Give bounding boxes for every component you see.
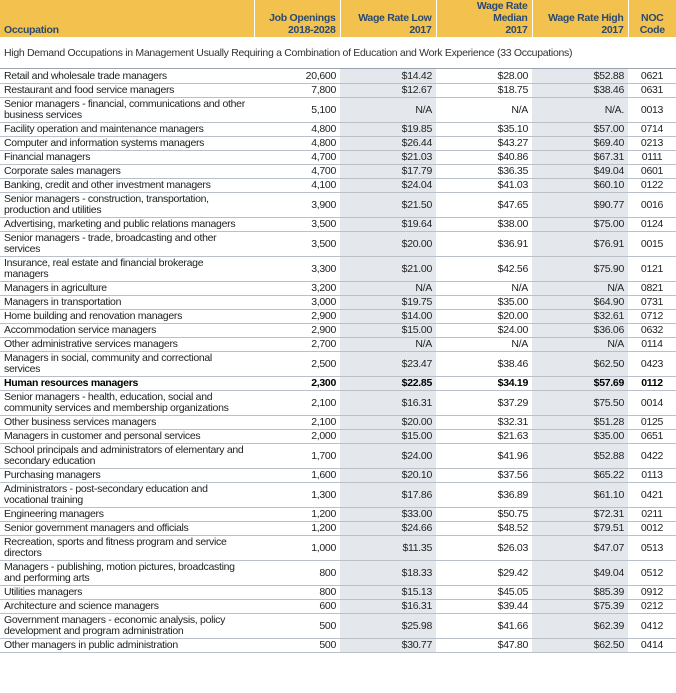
cell-wage-median: N/A [436, 282, 532, 296]
cell-occupation: Corporate sales managers [0, 165, 254, 179]
cell-occupation: Accommodation service managers [0, 324, 254, 338]
table-row [0, 310, 676, 324]
table-row [0, 483, 676, 508]
cell-noc-code: 0015 [628, 232, 676, 257]
cell-wage-median: $45.05 [436, 586, 532, 600]
cell-job-openings: 3,900 [254, 193, 340, 218]
table-row [0, 600, 676, 614]
cell-wage-low: $23.47 [340, 352, 436, 377]
cell-noc-code: 0114 [628, 338, 676, 352]
table-row [0, 444, 676, 469]
cell-wage-high: $75.00 [532, 218, 628, 232]
section-header-group [0, 37, 676, 69]
cell-occupation: Purchasing managers [0, 469, 254, 483]
table-row [0, 352, 676, 377]
cell-wage-median: $34.19 [436, 377, 532, 391]
cell-noc-code: 0125 [628, 416, 676, 430]
cell-wage-median: $36.91 [436, 232, 532, 257]
cell-wage-high: N/A [532, 282, 628, 296]
cell-wage-median: $37.56 [436, 469, 532, 483]
cell-occupation: Restaurant and food service managers [0, 84, 254, 98]
cell-wage-median: $21.63 [436, 430, 532, 444]
cell-wage-low: $22.85 [340, 377, 436, 391]
cell-occupation: Administrators - post-secondary education and vocational training [0, 483, 254, 508]
cell-noc-code: 0112 [628, 377, 676, 391]
cell-wage-median: $41.66 [436, 614, 532, 639]
cell-wage-median: $35.10 [436, 123, 532, 137]
cell-noc-code: 0513 [628, 536, 676, 561]
cell-wage-low: $30.77 [340, 639, 436, 653]
cell-wage-high: $57.00 [532, 123, 628, 137]
cell-wage-median: $20.00 [436, 310, 532, 324]
cell-occupation: Facility operation and maintenance managers [0, 123, 254, 137]
cell-noc-code: 0014 [628, 391, 676, 416]
table-row [0, 561, 676, 586]
cell-noc-code: 0651 [628, 430, 676, 444]
cell-occupation: Insurance, real estate and financial brokerage managers [0, 257, 254, 282]
cell-wage-low: $16.31 [340, 600, 436, 614]
cell-wage-low: $21.00 [340, 257, 436, 282]
cell-wage-low: $15.00 [340, 324, 436, 338]
cell-wage-low: $15.13 [340, 586, 436, 600]
cell-wage-median: $36.35 [436, 165, 532, 179]
cell-job-openings: 1,000 [254, 536, 340, 561]
cell-wage-low: $12.67 [340, 84, 436, 98]
table-row [0, 218, 676, 232]
cell-wage-median: $18.75 [436, 84, 532, 98]
header-wage-median: Wage Rate Median 2017 [436, 0, 532, 37]
cell-noc-code: 0412 [628, 614, 676, 639]
cell-wage-low: $17.86 [340, 483, 436, 508]
cell-job-openings: 4,800 [254, 137, 340, 151]
cell-wage-median: $35.00 [436, 296, 532, 310]
table-row [0, 614, 676, 639]
cell-wage-low: $19.64 [340, 218, 436, 232]
cell-occupation: Senior managers - health, education, social and community services and membership organizations [0, 391, 254, 416]
cell-job-openings: 5,100 [254, 98, 340, 123]
cell-job-openings: 2,300 [254, 377, 340, 391]
cell-occupation: Home building and renovation managers [0, 310, 254, 324]
table-row [0, 69, 676, 84]
cell-noc-code: 0012 [628, 522, 676, 536]
table-row [0, 165, 676, 179]
cell-occupation: Government managers - economic analysis, policy development and program administration [0, 614, 254, 639]
cell-job-openings: 2,900 [254, 310, 340, 324]
cell-job-openings: 2,500 [254, 352, 340, 377]
cell-wage-median: $47.80 [436, 639, 532, 653]
cell-job-openings: 4,700 [254, 151, 340, 165]
cell-wage-high: $62.50 [532, 639, 628, 653]
cell-wage-high: $75.50 [532, 391, 628, 416]
cell-wage-median: $50.75 [436, 508, 532, 522]
cell-job-openings: 1,200 [254, 522, 340, 536]
cell-wage-median: $43.27 [436, 137, 532, 151]
cell-noc-code: 0601 [628, 165, 676, 179]
cell-wage-median: $40.86 [436, 151, 532, 165]
cell-wage-low: $24.00 [340, 444, 436, 469]
cell-noc-code: 0122 [628, 179, 676, 193]
cell-noc-code: 0512 [628, 561, 676, 586]
cell-occupation: Managers in customer and personal services [0, 430, 254, 444]
cell-wage-low: $21.50 [340, 193, 436, 218]
cell-wage-low: $24.04 [340, 179, 436, 193]
cell-noc-code: 0016 [628, 193, 676, 218]
cell-wage-median: $42.56 [436, 257, 532, 282]
cell-wage-low: $16.31 [340, 391, 436, 416]
cell-noc-code: 0124 [628, 218, 676, 232]
cell-wage-high: $60.10 [532, 179, 628, 193]
table-row [0, 257, 676, 282]
table-row [0, 469, 676, 483]
cell-wage-median: $39.44 [436, 600, 532, 614]
cell-occupation: Senior government managers and officials [0, 522, 254, 536]
cell-wage-median: $32.31 [436, 416, 532, 430]
cell-occupation: Other managers in public administration [0, 639, 254, 653]
cell-wage-low: $24.66 [340, 522, 436, 536]
cell-job-openings: 2,000 [254, 430, 340, 444]
cell-wage-low: $14.00 [340, 310, 436, 324]
cell-wage-median: N/A [436, 338, 532, 352]
cell-job-openings: 1,600 [254, 469, 340, 483]
table-row [0, 338, 676, 352]
cell-noc-code: 0423 [628, 352, 676, 377]
cell-job-openings: 2,100 [254, 416, 340, 430]
cell-job-openings: 1,200 [254, 508, 340, 522]
cell-occupation: School principals and administrators of elementary and secondary education [0, 444, 254, 469]
cell-job-openings: 4,700 [254, 165, 340, 179]
cell-job-openings: 3,500 [254, 232, 340, 257]
cell-occupation: Retail and wholesale trade managers [0, 69, 254, 84]
table-row [0, 98, 676, 123]
cell-occupation: Human resources managers [0, 377, 254, 391]
cell-noc-code: 0113 [628, 469, 676, 483]
cell-wage-median: $48.52 [436, 522, 532, 536]
table-row [0, 508, 676, 522]
cell-wage-low: $19.85 [340, 123, 436, 137]
header-job-openings: Job Openings 2018-2028 [254, 0, 340, 37]
cell-wage-high: $65.22 [532, 469, 628, 483]
cell-noc-code: 0712 [628, 310, 676, 324]
cell-wage-median: $47.65 [436, 193, 532, 218]
cell-wage-high: $75.90 [532, 257, 628, 282]
cell-wage-high: $35.00 [532, 430, 628, 444]
header-wage-low: Wage Rate Low 2017 [340, 0, 436, 37]
cell-wage-high: N/A [532, 338, 628, 352]
cell-noc-code: 0912 [628, 586, 676, 600]
header-occupation: Occupation [0, 0, 254, 37]
cell-job-openings: 3,000 [254, 296, 340, 310]
cell-wage-low: $20.10 [340, 469, 436, 483]
cell-wage-high: $38.46 [532, 84, 628, 98]
cell-wage-high: $52.88 [532, 444, 628, 469]
table-row [0, 282, 676, 296]
cell-noc-code: 0212 [628, 600, 676, 614]
cell-job-openings: 600 [254, 600, 340, 614]
cell-occupation: Senior managers - trade, broadcasting and other services [0, 232, 254, 257]
cell-occupation: Managers - publishing, motion pictures, broadcasting and performing arts [0, 561, 254, 586]
cell-wage-high: $49.04 [532, 165, 628, 179]
cell-noc-code: 0013 [628, 98, 676, 123]
cell-wage-median: $24.00 [436, 324, 532, 338]
table-row [0, 639, 676, 653]
cell-wage-high: $90.77 [532, 193, 628, 218]
cell-wage-low: $20.00 [340, 416, 436, 430]
cell-noc-code: 0421 [628, 483, 676, 508]
cell-wage-high: $51.28 [532, 416, 628, 430]
table-row [0, 232, 676, 257]
cell-noc-code: 0731 [628, 296, 676, 310]
cell-job-openings: 1,700 [254, 444, 340, 469]
table-row [0, 151, 676, 165]
cell-job-openings: 3,500 [254, 218, 340, 232]
cell-wage-high: $36.06 [532, 324, 628, 338]
cell-wage-median: $37.29 [436, 391, 532, 416]
cell-wage-high: $62.50 [532, 352, 628, 377]
cell-wage-median: $41.96 [436, 444, 532, 469]
cell-noc-code: 0422 [628, 444, 676, 469]
cell-noc-code: 0414 [628, 639, 676, 653]
cell-noc-code: 0714 [628, 123, 676, 137]
cell-occupation: Recreation, sports and fitness program and service directors [0, 536, 254, 561]
cell-job-openings: 2,700 [254, 338, 340, 352]
cell-wage-high: $57.69 [532, 377, 628, 391]
cell-wage-median: $38.46 [436, 352, 532, 377]
cell-wage-low: $14.42 [340, 69, 436, 84]
cell-wage-high: $76.91 [532, 232, 628, 257]
cell-wage-low: $20.00 [340, 232, 436, 257]
section-title: High Demand Occupations in Management Usually Requiring a Combination of Education and Work Experience (33 Occupations) [0, 37, 676, 69]
cell-occupation: Utilities managers [0, 586, 254, 600]
cell-noc-code: 0121 [628, 257, 676, 282]
cell-wage-low: $19.75 [340, 296, 436, 310]
cell-wage-high: $79.51 [532, 522, 628, 536]
cell-wage-median: $28.00 [436, 69, 532, 84]
cell-wage-median: $29.42 [436, 561, 532, 586]
table-row [0, 193, 676, 218]
cell-job-openings: 1,300 [254, 483, 340, 508]
cell-wage-high: $52.88 [532, 69, 628, 84]
cell-wage-low: $26.44 [340, 137, 436, 151]
cell-wage-low: N/A [340, 282, 436, 296]
cell-wage-low: $15.00 [340, 430, 436, 444]
cell-job-openings: 800 [254, 561, 340, 586]
table-header [0, 0, 676, 37]
cell-occupation: Senior managers - construction, transportation, production and utilities [0, 193, 254, 218]
cell-wage-median: $36.89 [436, 483, 532, 508]
table-row [0, 324, 676, 338]
cell-wage-high: $69.40 [532, 137, 628, 151]
cell-occupation: Financial managers [0, 151, 254, 165]
cell-wage-low: $18.33 [340, 561, 436, 586]
table-row [0, 522, 676, 536]
cell-noc-code: 0213 [628, 137, 676, 151]
table-row [0, 430, 676, 444]
table-row [0, 296, 676, 310]
cell-wage-low: N/A [340, 338, 436, 352]
table-row [0, 137, 676, 151]
cell-occupation: Computer and information systems managers [0, 137, 254, 151]
cell-wage-high: $85.39 [532, 586, 628, 600]
cell-wage-low: N/A [340, 98, 436, 123]
cell-wage-high: $64.90 [532, 296, 628, 310]
cell-wage-low: $17.79 [340, 165, 436, 179]
cell-wage-high: $49.04 [532, 561, 628, 586]
cell-job-openings: 4,800 [254, 123, 340, 137]
cell-job-openings: 800 [254, 586, 340, 600]
cell-wage-median: $26.03 [436, 536, 532, 561]
cell-noc-code: 0111 [628, 151, 676, 165]
cell-occupation: Advertising, marketing and public relations managers [0, 218, 254, 232]
cell-wage-low: $11.35 [340, 536, 436, 561]
table-row [0, 391, 676, 416]
table-row [0, 586, 676, 600]
cell-wage-median: $38.00 [436, 218, 532, 232]
cell-job-openings: 20,600 [254, 69, 340, 84]
cell-occupation: Managers in transportation [0, 296, 254, 310]
cell-occupation: Senior managers - financial, communications and other business services [0, 98, 254, 123]
header-noc-code: NOC Code [628, 0, 676, 37]
cell-noc-code: 0621 [628, 69, 676, 84]
header-wage-high: Wage Rate High 2017 [532, 0, 628, 37]
cell-occupation: Other business services managers [0, 416, 254, 430]
cell-wage-high: $72.31 [532, 508, 628, 522]
cell-occupation: Banking, credit and other investment managers [0, 179, 254, 193]
table-row [0, 377, 676, 391]
cell-wage-high: $67.31 [532, 151, 628, 165]
cell-occupation: Architecture and science managers [0, 600, 254, 614]
table-row [0, 84, 676, 98]
cell-wage-high: $61.10 [532, 483, 628, 508]
cell-job-openings: 2,900 [254, 324, 340, 338]
cell-noc-code: 0821 [628, 282, 676, 296]
cell-job-openings: 500 [254, 639, 340, 653]
table-row [0, 179, 676, 193]
cell-occupation: Other administrative services managers [0, 338, 254, 352]
cell-job-openings: 3,300 [254, 257, 340, 282]
cell-occupation: Engineering managers [0, 508, 254, 522]
cell-noc-code: 0211 [628, 508, 676, 522]
cell-noc-code: 0631 [628, 84, 676, 98]
cell-wage-high: N/A. [532, 98, 628, 123]
cell-noc-code: 0632 [628, 324, 676, 338]
cell-job-openings: 4,100 [254, 179, 340, 193]
cell-wage-low: $21.03 [340, 151, 436, 165]
cell-wage-high: $47.07 [532, 536, 628, 561]
cell-wage-median: $41.03 [436, 179, 532, 193]
cell-wage-low: $25.98 [340, 614, 436, 639]
cell-wage-median: N/A [436, 98, 532, 123]
cell-job-openings: 7,800 [254, 84, 340, 98]
cell-occupation: Managers in agriculture [0, 282, 254, 296]
cell-wage-high: $62.39 [532, 614, 628, 639]
table-row [0, 536, 676, 561]
cell-job-openings: 500 [254, 614, 340, 639]
cell-job-openings: 3,200 [254, 282, 340, 296]
cell-wage-high: $32.61 [532, 310, 628, 324]
table-row [0, 416, 676, 430]
table-body [0, 69, 676, 653]
cell-wage-high: $75.39 [532, 600, 628, 614]
table-row [0, 123, 676, 137]
cell-job-openings: 2,100 [254, 391, 340, 416]
cell-wage-low: $33.00 [340, 508, 436, 522]
cell-occupation: Managers in social, community and correctional services [0, 352, 254, 377]
